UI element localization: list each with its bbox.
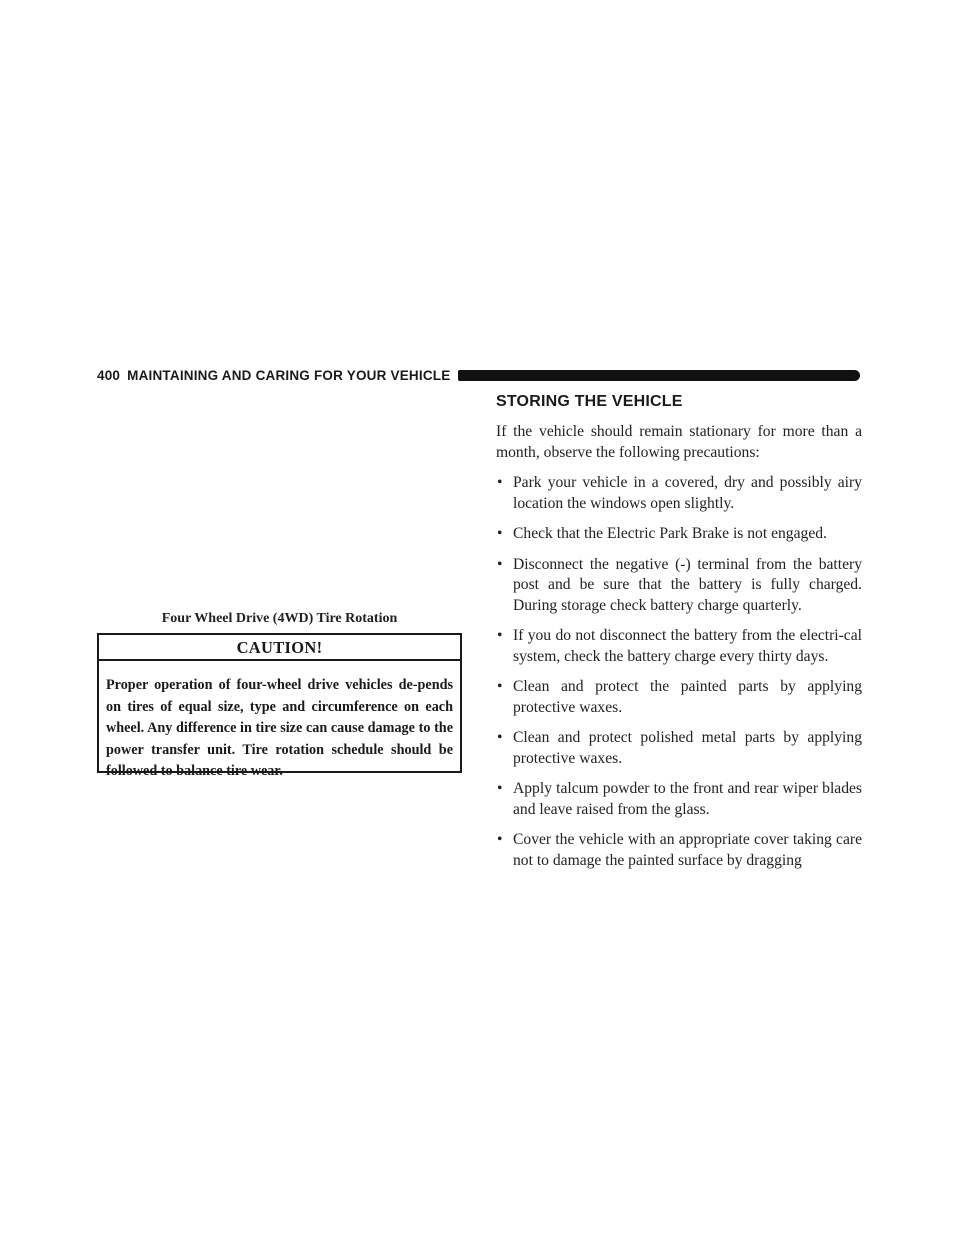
section-header-title: MAINTAINING AND CARING FOR YOUR VEHICLE: [127, 367, 451, 383]
bullet-icon: •: [497, 780, 503, 797]
bullet-icon: •: [497, 474, 503, 491]
list-item-text: Cover the vehicle with an appropriate cover taking care not to damage the painted surface by dragging: [513, 831, 862, 869]
list-item-text: Disconnect the negative (-) terminal from the battery post and be sure that the battery is fully charged. During storage check battery charge quarterly.: [513, 555, 862, 614]
list-item-text: Clean and protect the painted parts by applying protective waxes.: [513, 678, 862, 716]
storing-content: [496, 422, 862, 881]
list-item-text: If you do not disconnect the battery from the electri-cal system, check the battery charge every thirty days.: [513, 627, 862, 665]
bullet-icon: •: [497, 729, 503, 746]
list-item: [496, 555, 862, 617]
list-item: [496, 830, 862, 871]
precautions-list: [496, 473, 862, 871]
bullet-icon: •: [497, 831, 503, 848]
caution-body: Proper operation of four-wheel drive vehicles de-pends on tires of equal size, type and circumference on each wheel. Any difference in tire size can cause damage to the power transfer unit. Tire rotation schedule should be followed to balance tire wear.: [106, 677, 453, 779]
list-item-text: Check that the Electric Park Brake is not engaged.: [513, 525, 827, 542]
figure-caption: Four Wheel Drive (4WD) Tire Rotation: [161, 611, 398, 626]
list-item-text: Apply talcum powder to the front and rear wiper blades and leave raised from the glass.: [513, 780, 862, 818]
header-rule: [458, 370, 860, 381]
caution-box: [97, 633, 462, 779]
bullet-icon: •: [497, 555, 503, 573]
section-title: STORING THE VEHICLE: [496, 393, 683, 410]
list-item: [496, 626, 862, 667]
list-item-text: Clean and protect polished metal parts by applying protective waxes.: [513, 729, 862, 767]
bullet-icon: •: [497, 678, 503, 695]
list-item: [496, 473, 862, 514]
list-item-text: Park your vehicle in a covered, dry and possibly airy location the windows open slightly.: [513, 474, 862, 512]
bullet-icon: •: [497, 627, 503, 644]
list-item: [496, 728, 862, 769]
caution-title: CAUTION!: [99, 635, 460, 661]
list-item: [496, 779, 862, 820]
list-item: [496, 677, 862, 718]
list-item: [496, 524, 862, 545]
bullet-icon: •: [497, 525, 503, 542]
page-number: 400: [97, 367, 121, 383]
storing-intro: If the vehicle should remain stationary for more than a month, observe the following precautions:: [496, 423, 862, 461]
page-header: [97, 364, 860, 386]
